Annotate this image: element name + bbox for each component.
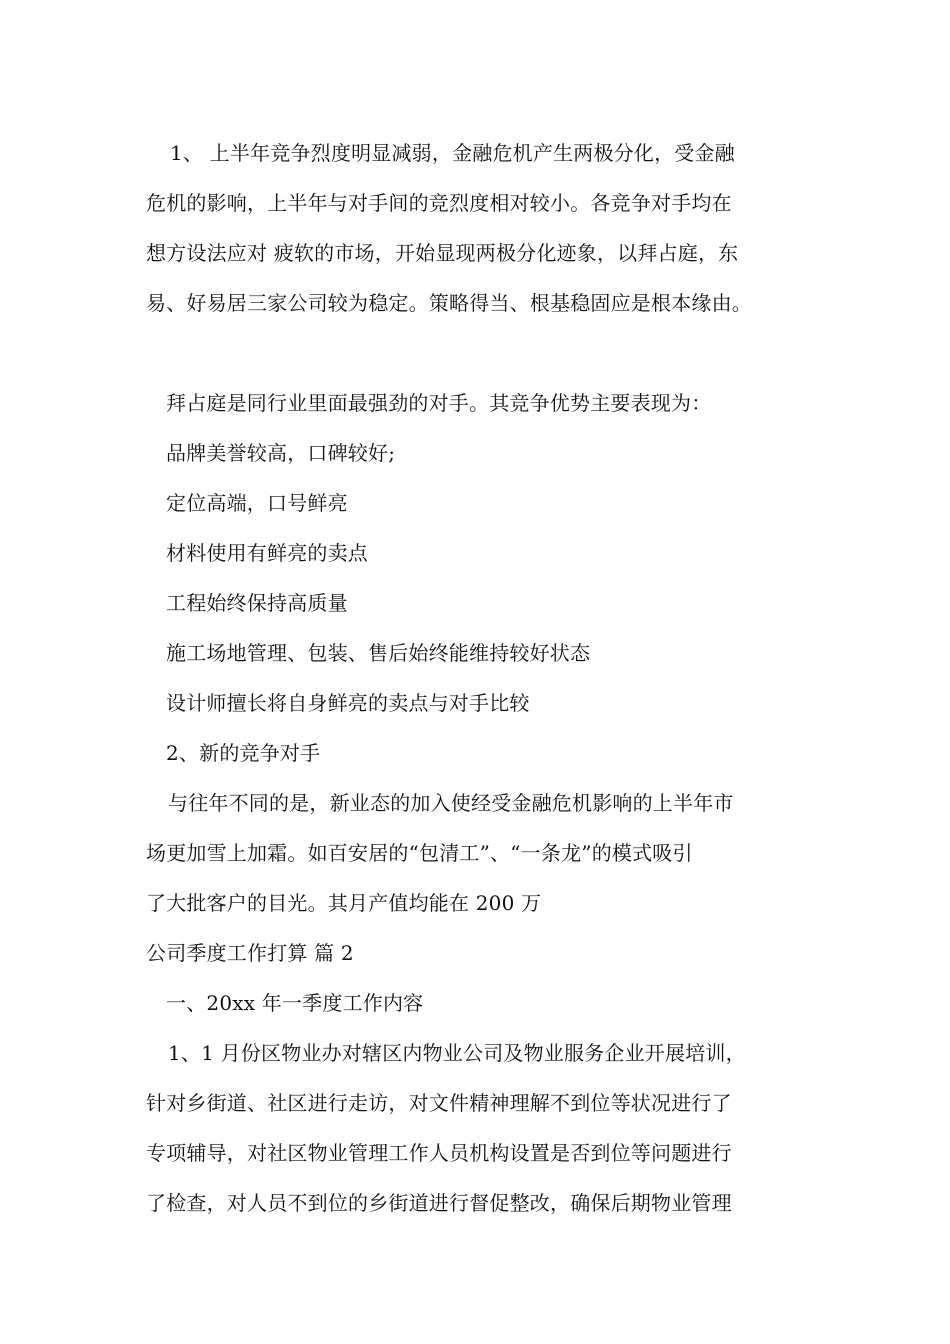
list-item: 材料使用有鲜亮的卖点 — [166, 541, 368, 565]
paragraph-line: 针对乡街道、社区进行走访，对文件精神理解不到位等状况进行了 — [146, 1091, 732, 1115]
paragraph-line: 想方设法应对 疲软的市场，开始显现两极分化迹象，以拜占庭，东 — [146, 241, 739, 265]
paragraph-line: 易、好易居三家公司较为稳定。策略得当、根基稳固应是根本缘由。 — [146, 291, 752, 315]
paragraph-line: 了大批客户的目光。其月产值均能在 200 万 — [146, 891, 542, 915]
paragraph-gap — [146, 328, 820, 378]
list-item: 品牌美誉较高，口碑较好; — [166, 441, 396, 465]
document-title: 公司季度工作打算 篇 2 — [146, 941, 354, 965]
paragraph-line: 与往年不同的是，新业态的加入使经受金融危机影响的上半年市 — [168, 791, 734, 815]
paragraph-line: 场更加雪上加霜。如百安居的“包清工”、“一条龙”的模式吸引 — [146, 841, 693, 865]
list-item: 工程始终保持高质量 — [166, 591, 348, 615]
paragraph-line: 拜占庭是同行业里面最强劲的对手。其竞争优势主要表现为： — [166, 391, 712, 415]
paragraph-line: 1、 上半年竞争烈度明显减弱，金融危机产生两极分化，受金融 — [170, 141, 735, 165]
paragraph-line: 了检查，对人员不到位的乡街道进行督促整改，确保后期物业管理 — [146, 1191, 732, 1215]
list-item: 设计师擅长将自身鲜亮的卖点与对手比较 — [166, 691, 530, 715]
section-heading: 2、新的竞争对手 — [166, 741, 321, 765]
list-item: 定位高端，口号鲜亮 — [166, 491, 348, 515]
paragraph-line: 1、1 月份区物业办对辖区内物业公司及物业服务企业开展培训， — [168, 1041, 746, 1065]
section-heading: 一、20xx 年一季度工作内容 — [166, 991, 424, 1015]
list-item: 施工场地管理、包装、售后始终能维持较好状态 — [166, 641, 591, 665]
paragraph-line: 专项辅导，对社区物业管理工作人员机构设置是否到位等问题进行 — [146, 1141, 732, 1165]
paragraph-line: 危机的影响，上半年与对手间的竞烈度相对较小。各竞争对手均在 — [146, 191, 732, 215]
